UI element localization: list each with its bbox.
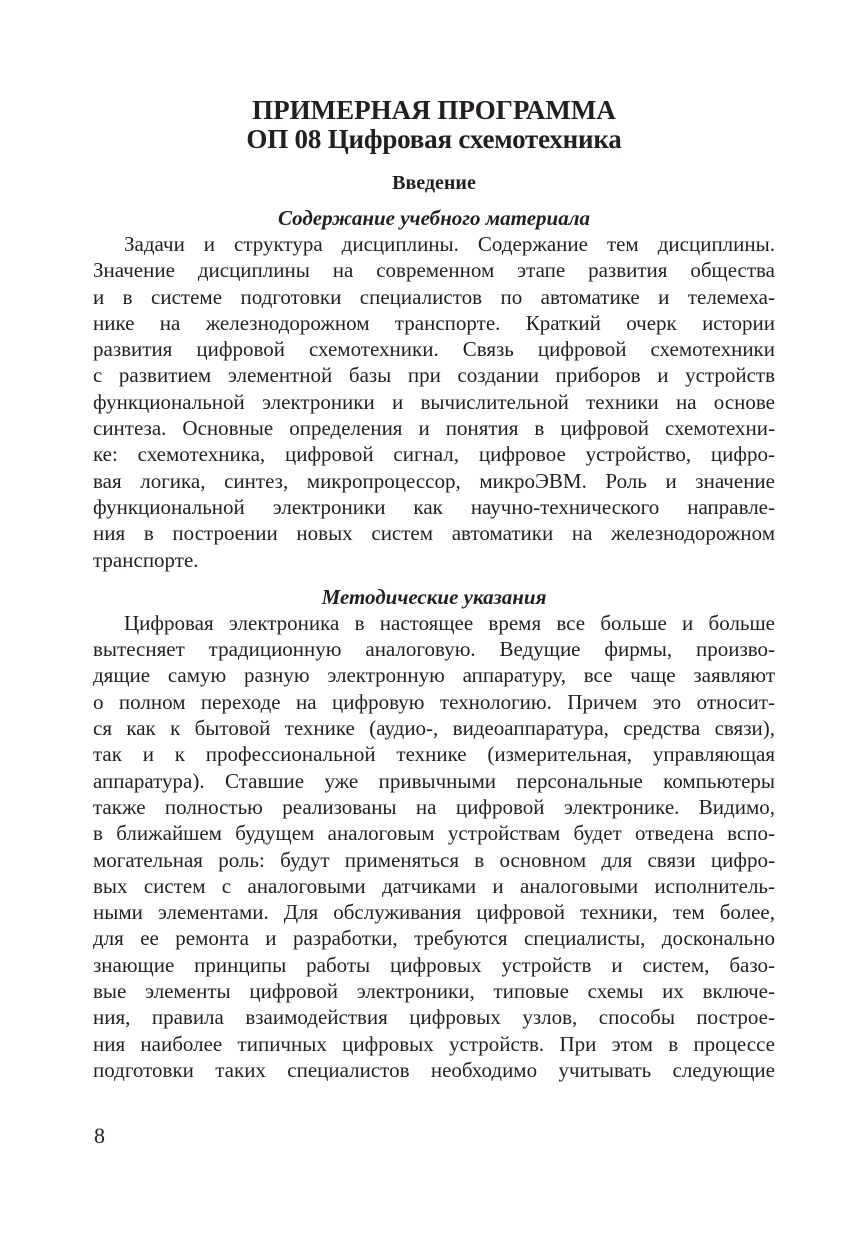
title-line-course: ОП 08 Цифровая схемотехника — [246, 124, 622, 154]
page-content — [93, 96, 775, 1083]
text-line: Значение дисциплины на современном этапе развития общества — [93, 258, 775, 283]
guidance-subheading: Методические указания — [321, 584, 547, 609]
text-line: с развитием элементной базы при создании приборов и устройств — [93, 363, 775, 388]
text-line: Цифровая электроника в настоящее время все больше и больше — [124, 610, 775, 635]
content-subheading: Содержание учебного материала — [278, 206, 590, 230]
page-number: 8 — [94, 1123, 105, 1148]
text-line: ными элементами. Для обслуживания цифровой техники, тем более, — [93, 900, 775, 925]
title-line-program: ПРИМЕРНАЯ ПРОГРАММА — [252, 95, 616, 125]
text-line: Задачи и структура дисциплины. Содержание тем дисциплины. — [124, 232, 775, 256]
text-line: нике на железнодорожном транспорте. Краткий очерк истории — [93, 310, 775, 335]
text-line: вых систем с аналоговыми датчиками и аналоговыми исполнитель- — [93, 873, 775, 898]
text-line: для ее ремонта и разработки, требуются специалисты, досконально — [93, 926, 775, 951]
text-line: ния наиболее типичных цифровых устройств. При этом в процессе — [93, 1031, 775, 1056]
text-line: могательная роль: будут применяться в основном для связи цифро- — [93, 847, 775, 872]
text-line: в ближайшем будущем аналоговым устройствам будет отведена вспо- — [93, 821, 775, 846]
text-line: функциональной электроники как научно-технического направле- — [93, 494, 775, 519]
section-heading: Введение — [392, 172, 476, 194]
text-line: транспорте. — [93, 547, 199, 572]
text-line: так и к профессиональной технике (измерительная, управляющая — [93, 742, 775, 767]
text-line: и в системе подготовки специалистов по автоматике и телемеха- — [93, 284, 775, 309]
text-line: вые элементы цифровой электроники, типовые схемы их включе- — [93, 979, 775, 1004]
page-title — [93, 96, 775, 154]
text-line: знающие принципы работы цифровых устройств и систем, базо- — [93, 952, 775, 977]
text-line: развития цифровой схемотехники. Связь цифровой схемотехники — [93, 337, 775, 362]
text-line: о полном переходе на цифровую технологию. Причем это относит- — [93, 689, 775, 714]
text-line: вая логика, синтез, микропроцессор, микроЭВМ. Роль и значение — [93, 468, 775, 493]
text-line: синтеза. Основные определения и понятия в цифровой схемотехни- — [93, 416, 775, 441]
text-line: вытесняет традиционную аналоговую. Ведущие фирмы, произво- — [93, 637, 775, 662]
text-line: также полностью реализованы на цифровой электронике. Видимо, — [93, 794, 775, 819]
text-line: функциональной электроники и вычислительной техники на основе — [93, 389, 775, 414]
content-paragraph — [93, 231, 775, 573]
text-line: ке: схемотехника, цифровой сигнал, цифровое устройство, цифро- — [93, 442, 775, 467]
guidance-paragraph — [93, 610, 775, 1083]
text-line: аппаратура). Ставшие уже привычными персональные компьютеры — [93, 768, 775, 793]
text-line: ся как к бытовой технике (аудио-, видеоаппаратура, средства связи), — [93, 716, 775, 741]
text-line: ния в построении новых систем автоматики на железнодорожном — [93, 521, 775, 546]
text-line: дящие самую разную электронную аппаратуру, все чаще заявляют — [93, 663, 775, 688]
text-line: ния, правила взаимодействия цифровых узлов, способы построе- — [93, 1005, 775, 1030]
text-line: подготовки таких специалистов необходимо учитывать следующие — [93, 1057, 775, 1082]
